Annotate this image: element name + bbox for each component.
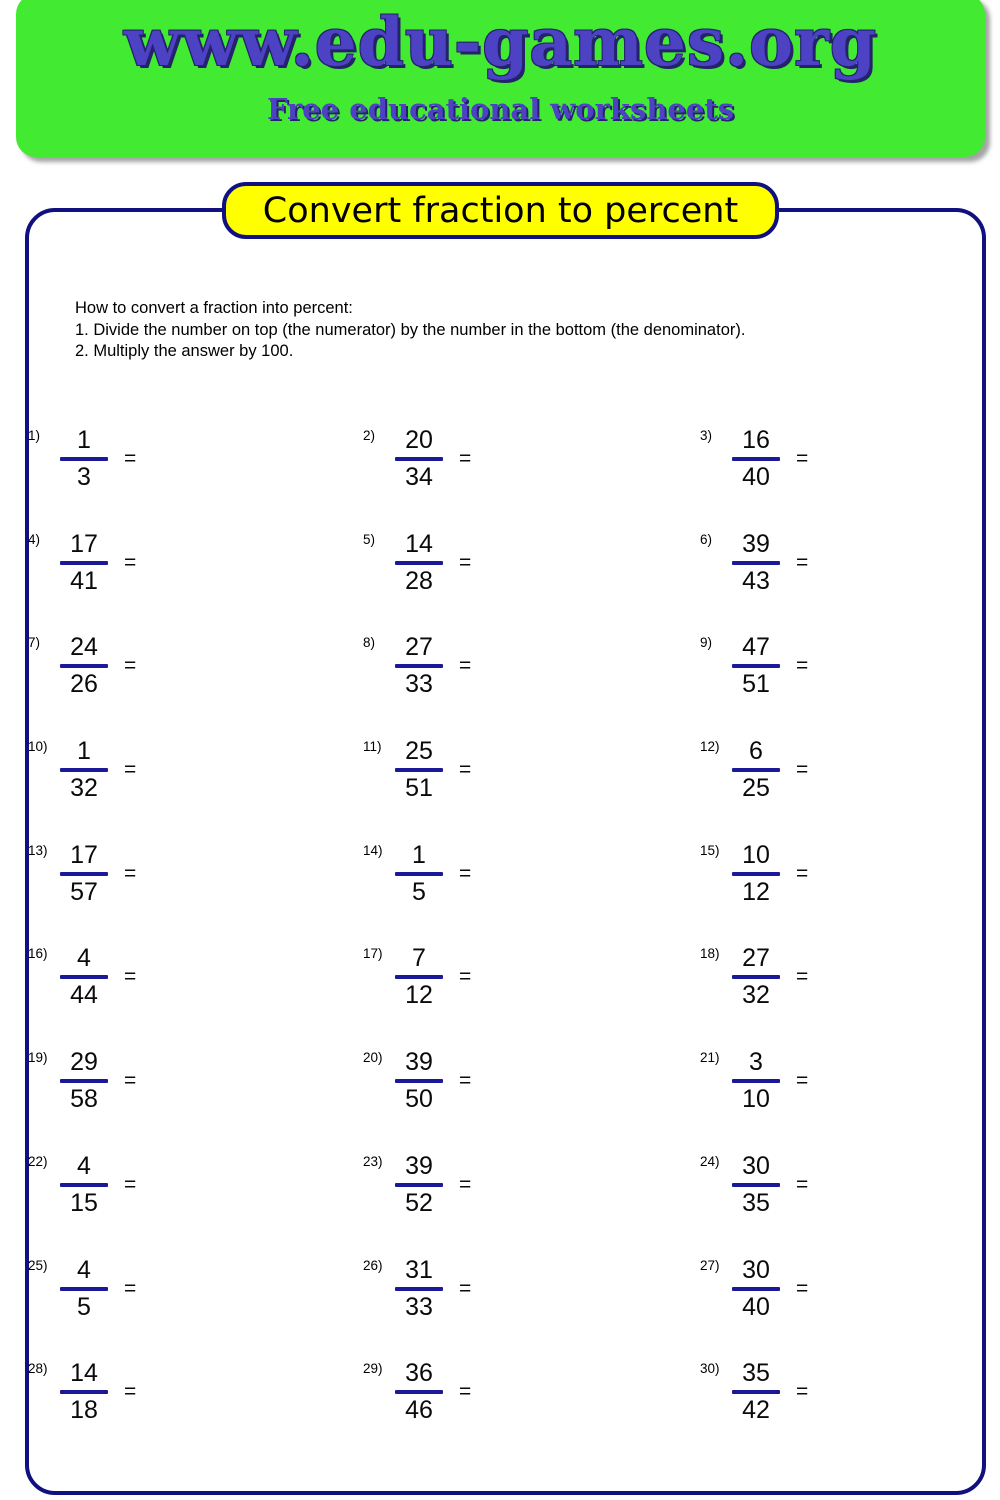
equals-sign: =: [459, 861, 472, 885]
fraction: [732, 945, 780, 1009]
fraction-denominator: 15: [70, 1188, 98, 1217]
fraction-numerator: 36: [405, 1359, 433, 1388]
fraction-numerator: 16: [742, 426, 770, 454]
fraction-bar: [732, 768, 780, 772]
problem-item: [28, 1257, 363, 1361]
fraction-numerator: 39: [405, 1048, 433, 1077]
fraction-bar: [732, 1287, 780, 1291]
fraction-numerator: 1: [77, 426, 91, 454]
fraction: [732, 1257, 780, 1321]
fraction: [395, 531, 443, 595]
problem-item: [363, 945, 700, 1049]
equals-sign: =: [459, 1276, 472, 1300]
fraction: [60, 1360, 108, 1424]
fraction-bar: [395, 872, 443, 876]
problem-item: [700, 634, 978, 738]
equals-sign: =: [124, 758, 137, 782]
problem-number: 4): [28, 531, 41, 547]
fraction-numerator: 30: [742, 1255, 770, 1284]
equals-sign: =: [459, 447, 472, 470]
fraction-bar: [395, 768, 443, 772]
problem-number: 6): [700, 531, 713, 547]
fraction: [732, 738, 780, 802]
fraction-denominator: 50: [405, 1085, 433, 1114]
problem-item: [363, 634, 700, 738]
fraction-numerator: 1: [77, 737, 91, 766]
problem-item: [700, 1153, 978, 1257]
problem-item: [28, 531, 363, 635]
fraction-bar: [732, 664, 780, 668]
problem-item: [28, 842, 363, 946]
problem-item: [363, 1257, 700, 1361]
fraction: [395, 945, 443, 1009]
fraction-numerator: 14: [405, 529, 433, 558]
site-header: [16, 0, 985, 157]
fraction-denominator: 40: [742, 463, 770, 491]
equals-sign: =: [796, 758, 809, 782]
fraction-bar: [732, 975, 780, 979]
fraction: [60, 738, 108, 802]
equals-sign: =: [124, 861, 137, 885]
fraction: [60, 945, 108, 1009]
fraction-bar: [395, 1183, 443, 1187]
fraction: [395, 634, 443, 698]
equals-sign: =: [124, 550, 137, 574]
problem-number: 29): [363, 1361, 383, 1377]
fraction-numerator: 29: [70, 1048, 98, 1077]
problem-item: [700, 1360, 978, 1464]
fraction: [395, 842, 443, 906]
fraction-denominator: 33: [405, 670, 433, 699]
fraction: [60, 1153, 108, 1217]
fraction-bar: [60, 664, 108, 668]
problem-number: 21): [700, 1050, 720, 1066]
fraction-numerator: 10: [742, 840, 770, 869]
problem-item: [363, 738, 700, 842]
fraction-denominator: 5: [77, 1292, 91, 1321]
fraction-denominator: 43: [742, 566, 770, 595]
fraction-denominator: 41: [70, 566, 98, 595]
equals-sign: =: [459, 654, 472, 678]
fraction-denominator: 10: [742, 1085, 770, 1114]
problem-number: 22): [28, 1153, 48, 1169]
equals-sign: =: [459, 1172, 472, 1196]
fraction: [395, 1257, 443, 1321]
fraction-denominator: 35: [742, 1188, 770, 1217]
fraction-numerator: 3: [749, 1048, 763, 1077]
problem-number: 28): [28, 1361, 48, 1377]
equals-sign: =: [796, 550, 809, 574]
problem-item: [700, 945, 978, 1049]
problem-number: 5): [363, 531, 376, 547]
fraction-denominator: 3: [77, 463, 91, 491]
fraction: [60, 842, 108, 906]
problem-number: 9): [700, 635, 713, 651]
instructions: [75, 298, 745, 363]
fraction-numerator: 31: [405, 1255, 433, 1284]
problem-number: 3): [700, 428, 713, 443]
equals-sign: =: [459, 965, 472, 989]
problem-item: [700, 531, 978, 635]
equals-sign: =: [124, 1276, 137, 1300]
problem-number: 12): [700, 739, 720, 755]
problem-number: 30): [700, 1361, 720, 1377]
fraction-denominator: 51: [405, 774, 433, 803]
problem-item: [363, 1153, 700, 1257]
instructions-heading: How to convert a fraction into percent:: [75, 299, 353, 317]
fraction-bar: [732, 561, 780, 565]
fraction: [395, 1360, 443, 1424]
fraction-denominator: 57: [70, 877, 98, 906]
fraction-numerator: 39: [742, 529, 770, 558]
problem-item: [363, 531, 700, 635]
problem-number: 13): [28, 842, 48, 858]
equals-sign: =: [796, 1172, 809, 1196]
fraction: [732, 842, 780, 906]
fraction-numerator: 25: [405, 737, 433, 766]
fraction: [732, 427, 780, 491]
fraction-bar: [732, 1079, 780, 1083]
fraction-bar: [60, 975, 108, 979]
fraction-bar: [60, 768, 108, 772]
fraction-bar: [395, 1390, 443, 1394]
equals-sign: =: [459, 758, 472, 782]
fraction-numerator: 35: [742, 1359, 770, 1388]
fraction: [395, 1049, 443, 1113]
fraction-bar: [395, 664, 443, 668]
fraction: [732, 531, 780, 595]
problem-number: 11): [363, 739, 382, 755]
fraction-bar: [732, 1183, 780, 1187]
fraction-denominator: 33: [405, 1292, 433, 1321]
equals-sign: =: [796, 654, 809, 678]
equals-sign: =: [796, 447, 809, 470]
problem-item: [28, 1049, 363, 1153]
fraction-bar: [395, 457, 443, 461]
problem-number: 23): [363, 1153, 383, 1169]
problem-number: 18): [700, 946, 720, 962]
problem-number: 16): [28, 946, 48, 962]
problem-item: [700, 427, 978, 531]
problem-item: [700, 1049, 978, 1153]
fraction-numerator: 7: [412, 944, 426, 973]
fraction-numerator: 27: [742, 944, 770, 973]
fraction-denominator: 58: [70, 1085, 98, 1114]
fraction: [395, 1153, 443, 1217]
equals-sign: =: [124, 447, 137, 470]
problem-item: [363, 842, 700, 946]
equals-sign: =: [124, 1380, 137, 1404]
problem-number: 10): [28, 739, 48, 755]
site-tagline: Free educational worksheets: [266, 92, 735, 126]
fraction-numerator: 20: [405, 426, 433, 454]
fraction: [60, 634, 108, 698]
problem-item: [363, 427, 700, 531]
fraction-bar: [732, 457, 780, 461]
fraction: [732, 634, 780, 698]
fraction-bar: [732, 1390, 780, 1394]
fraction-denominator: 32: [70, 774, 98, 803]
fraction-numerator: 4: [77, 944, 91, 973]
fraction-denominator: 52: [405, 1188, 433, 1217]
equals-sign: =: [796, 861, 809, 885]
fraction-bar: [395, 1079, 443, 1083]
fraction-bar: [60, 457, 108, 461]
problem-number: 17): [363, 946, 383, 962]
fraction: [60, 531, 108, 595]
problem-item: [28, 1153, 363, 1257]
fraction-bar: [395, 975, 443, 979]
fraction: [395, 738, 443, 802]
equals-sign: =: [796, 1380, 809, 1404]
problem-number: 1): [28, 428, 41, 443]
fraction-numerator: 24: [70, 633, 98, 662]
fraction-bar: [60, 1287, 108, 1291]
equals-sign: =: [459, 1069, 472, 1093]
problem-item: [28, 738, 363, 842]
problem-item: [28, 945, 363, 1049]
problem-number: 14): [363, 842, 383, 858]
fraction-numerator: 1: [412, 840, 426, 869]
equals-sign: =: [124, 1069, 137, 1093]
problem-number: 27): [700, 1257, 720, 1273]
fraction-numerator: 30: [742, 1151, 770, 1180]
fraction-numerator: 39: [405, 1151, 433, 1180]
fraction-numerator: 4: [77, 1255, 91, 1284]
fraction-denominator: 28: [405, 566, 433, 595]
equals-sign: =: [124, 965, 137, 989]
fraction: [395, 427, 443, 491]
problem-item: [28, 1360, 363, 1464]
fraction: [60, 1257, 108, 1321]
equals-sign: =: [459, 550, 472, 574]
problem-item: [28, 634, 363, 738]
problem-item: [700, 842, 978, 946]
fraction-denominator: 34: [405, 463, 433, 491]
problem-item: [700, 738, 978, 842]
equals-sign: =: [796, 1276, 809, 1300]
fraction-numerator: 6: [749, 737, 763, 766]
equals-sign: =: [796, 965, 809, 989]
fraction: [60, 427, 108, 491]
fraction-denominator: 12: [742, 877, 770, 906]
fraction-denominator: 42: [742, 1396, 770, 1425]
problem-number: 26): [363, 1257, 383, 1273]
problem-number: 24): [700, 1153, 720, 1169]
equals-sign: =: [124, 1172, 137, 1196]
fraction-bar: [60, 1079, 108, 1083]
fraction-denominator: 26: [70, 670, 98, 699]
fraction-denominator: 32: [742, 981, 770, 1010]
problems-grid: [28, 427, 978, 1464]
problem-number: 19): [28, 1050, 48, 1066]
fraction: [732, 1049, 780, 1113]
equals-sign: =: [124, 654, 137, 678]
fraction: [60, 1049, 108, 1113]
fraction-denominator: 40: [742, 1292, 770, 1321]
problem-item: [363, 1049, 700, 1153]
fraction: [732, 1360, 780, 1424]
fraction-bar: [60, 1390, 108, 1394]
fraction-denominator: 46: [405, 1396, 433, 1425]
fraction-denominator: 44: [70, 981, 98, 1010]
fraction-bar: [60, 1183, 108, 1187]
fraction-denominator: 18: [70, 1396, 98, 1425]
problem-item: [28, 427, 363, 531]
equals-sign: =: [796, 1069, 809, 1093]
fraction-denominator: 25: [742, 774, 770, 803]
problem-number: 8): [363, 635, 376, 651]
problem-number: 20): [363, 1050, 383, 1066]
problem-number: 15): [700, 842, 720, 858]
site-title: www.edu-games.org: [123, 3, 878, 81]
fraction-denominator: 12: [405, 981, 433, 1010]
fraction-bar: [732, 872, 780, 876]
fraction: [732, 1153, 780, 1217]
problem-item: [700, 1257, 978, 1361]
fraction-numerator: 4: [77, 1151, 91, 1180]
instruction-step-1: 1. Divide the number on top (the numerator) by the number in the bottom (the denominator).: [75, 320, 746, 339]
fraction-bar: [395, 561, 443, 565]
problem-item: [363, 1360, 700, 1464]
fraction-numerator: 27: [405, 633, 433, 662]
problem-number: 2): [363, 428, 376, 443]
fraction-denominator: 51: [742, 670, 770, 699]
worksheet-title: Convert fraction to percent: [262, 190, 739, 231]
fraction-numerator: 14: [70, 1359, 98, 1388]
equals-sign: =: [459, 1380, 472, 1404]
fraction-denominator: 5: [412, 877, 426, 906]
fraction-bar: [395, 1287, 443, 1291]
fraction-bar: [60, 872, 108, 876]
instruction-step-2: 2. Multiply the answer by 100.: [75, 342, 294, 360]
fraction-numerator: 17: [70, 840, 98, 869]
fraction-numerator: 17: [70, 529, 98, 558]
fraction-numerator: 47: [742, 633, 770, 662]
fraction-bar: [60, 561, 108, 565]
problem-number: 7): [28, 635, 41, 651]
problem-number: 25): [28, 1257, 48, 1273]
worksheet-title-banner: [222, 182, 779, 239]
